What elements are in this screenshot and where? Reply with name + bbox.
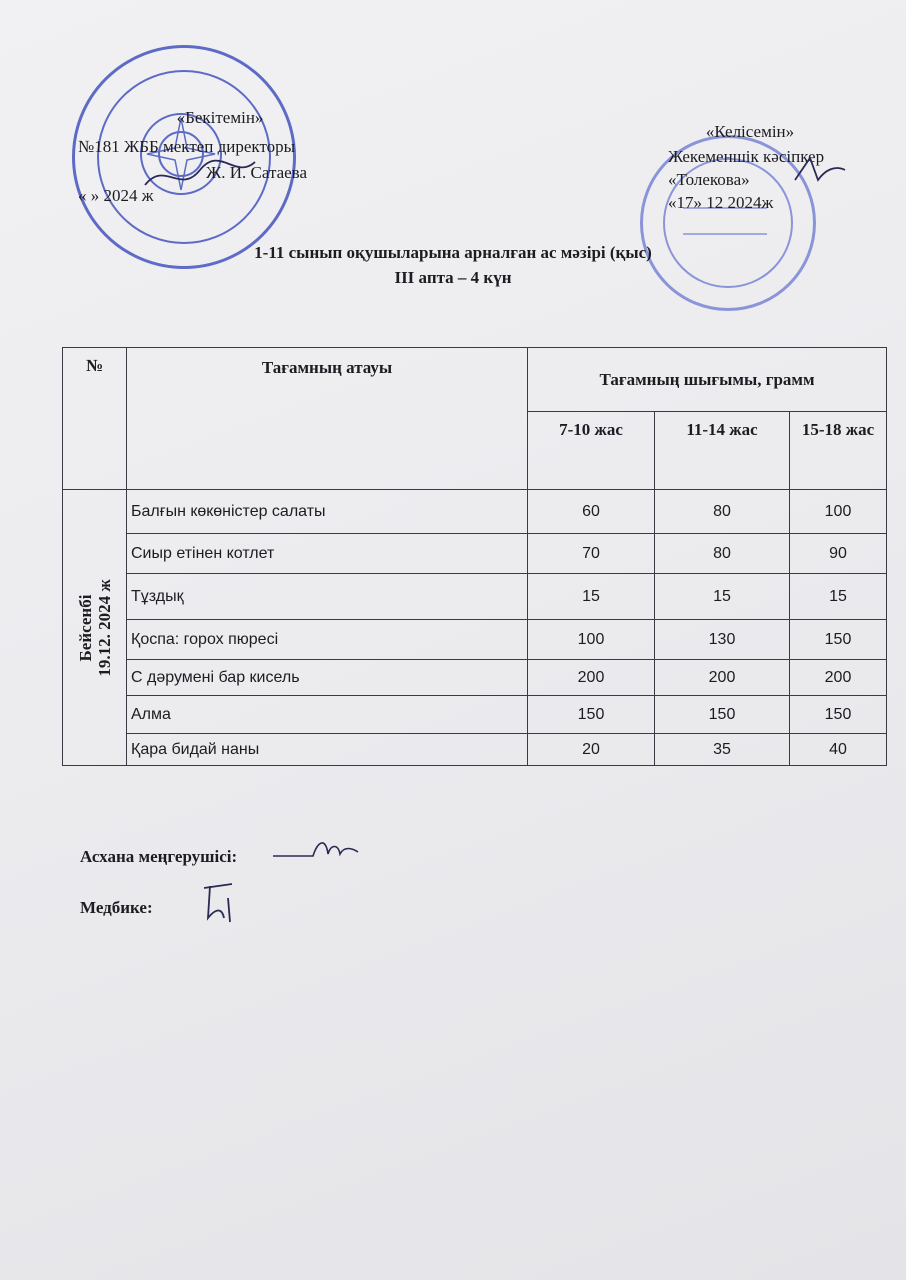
portion-11-14: 200 [655, 660, 790, 696]
dish-name: С дәрумені бар кисель [127, 660, 528, 696]
portion-7-10: 70 [528, 534, 655, 574]
portion-15-18: 200 [790, 660, 887, 696]
portion-7-10: 100 [528, 620, 655, 660]
portion-7-10: 150 [528, 696, 655, 734]
dish-name: Алма [127, 696, 528, 734]
table-row [63, 734, 887, 766]
header-age-7-10: 7-10 жас [528, 412, 655, 490]
director-position: №181 ЖББ мектеп директоры [78, 137, 296, 156]
date-label: 19.12. 2024 ж [94, 578, 114, 677]
portion-7-10: 20 [528, 734, 655, 766]
portion-15-18: 100 [790, 490, 887, 534]
portion-15-18: 150 [790, 696, 887, 734]
table-row [63, 620, 887, 660]
table-row [63, 490, 887, 534]
canteen-head-label: Асхана меңгерушісі: [80, 847, 238, 866]
portion-15-18: 90 [790, 534, 887, 574]
nurse-signature [196, 878, 246, 928]
table-row [63, 660, 887, 696]
portion-7-10: 60 [528, 490, 655, 534]
director-name: Ж. И. Сатаева [206, 163, 308, 182]
header-number: № [63, 348, 127, 490]
canteen-head-signature [268, 830, 363, 870]
header-age-11-14: 11-14 жас [655, 412, 790, 490]
table-row [63, 574, 887, 620]
dish-name: Балғын көкөністер салаты [127, 490, 528, 534]
table-row [63, 696, 887, 734]
menu-table [62, 347, 887, 766]
portion-7-10: 15 [528, 574, 655, 620]
nurse-label: Медбике: [80, 898, 153, 917]
agree-title: «Келісемін» [705, 122, 795, 141]
portion-7-10: 200 [528, 660, 655, 696]
day-cell [63, 490, 127, 766]
day-label: Бейсенбі [75, 594, 95, 661]
portion-11-14: 80 [655, 490, 790, 534]
header-age-15-18: 15-18 жас [790, 412, 887, 490]
agree-date-line: «17» 12 2024ж [668, 193, 774, 212]
entrepreneur-name: «Толекова» [668, 170, 750, 189]
approve-date-line: « » 2024 ж [78, 186, 154, 205]
portion-15-18: 40 [790, 734, 887, 766]
dish-name: Тұздық [127, 574, 528, 620]
menu-subheading: ІІІ апта – 4 күн [394, 268, 512, 287]
approve-title: «Бекітемін» [176, 108, 264, 127]
header-output: Тағамның шығымы, грамм [528, 348, 887, 412]
director-signature [140, 150, 260, 200]
portion-11-14: 130 [655, 620, 790, 660]
portion-11-14: 150 [655, 696, 790, 734]
menu-heading: 1-11 сынып оқушыларына арналған ас мәзірі (қыс) [254, 243, 652, 262]
portion-15-18: 150 [790, 620, 887, 660]
table-row [63, 534, 887, 574]
header-dish-name: Тағамның атауы [127, 348, 528, 490]
dish-name: Қоспа: горох пюресі [127, 620, 528, 660]
dish-name: Қара бидай наны [127, 734, 528, 766]
portion-15-18: 15 [790, 574, 887, 620]
portion-11-14: 35 [655, 734, 790, 766]
entrepreneur-signature [790, 150, 850, 190]
portion-11-14: 80 [655, 534, 790, 574]
entrepreneur-position: Жекеменшік кәсіпкер [668, 147, 825, 166]
dish-name: Сиыр етінен котлет [127, 534, 528, 574]
portion-11-14: 15 [655, 574, 790, 620]
